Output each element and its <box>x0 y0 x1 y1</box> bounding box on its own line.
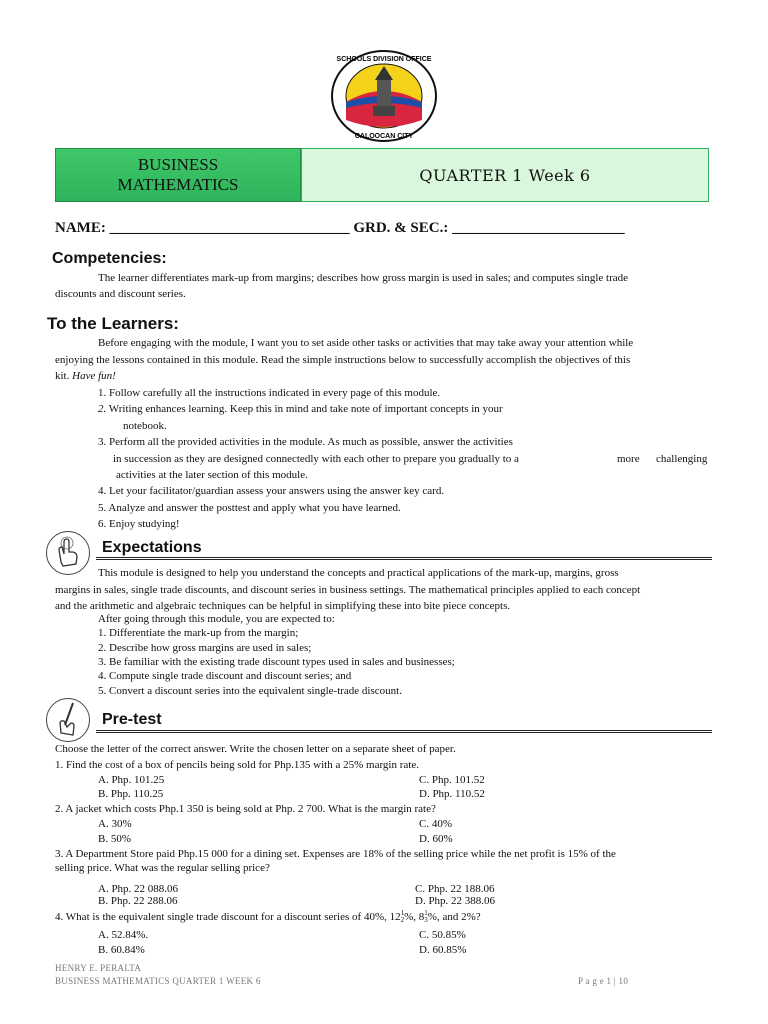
q3-option-c: C. Php. 22 188.06 <box>415 883 495 895</box>
q4-text-start: 4. What is the equivalent single trade discount for a discount series of 40%, <box>55 911 387 923</box>
footer-course: BUSINESS MATHEMATICS QUARTER 1 WEEK 6 <box>55 976 261 986</box>
instruction-3-cont: in succession as they are designed connectedly with each other to prepare you gradually to a <box>113 453 519 465</box>
instruction-3-cont-2: activities at the later section of this module. <box>116 469 308 481</box>
question-3-line-2: selling price. What was the regular selling price? <box>55 862 270 874</box>
pretest-rule <box>96 730 712 733</box>
instruction-1: 1. Follow carefully all the instructions indicated in every page of this module. <box>98 387 441 399</box>
learners-intro-2: enjoying the lessons contained in this module. Read the simple instructions below to successfully accomplish the objectives of this <box>55 354 631 366</box>
question-3-line-1: 3. A Department Store paid Php.15 000 for a dining set. Expenses are 18% of the selling price while the net profit is 15% of the <box>55 848 616 860</box>
instruction-5: 5. Analyze and answer the posttest and apply what you have learned. <box>98 502 401 514</box>
expectations-lead: After going through this module, you are expected to: <box>98 613 335 625</box>
q4-whole-1: 12 <box>389 911 401 923</box>
q4-text-end: %, and 2%? <box>427 911 481 923</box>
competencies-text-1: The learner differentiates mark-up from margins; describes how gross margin is used in sales; and computes single trade <box>98 272 628 284</box>
question-1: 1. Find the cost of a box of pencils being sold for Php.135 with a 25% margin rate. <box>55 759 419 771</box>
expectation-item-3: 3. Be familiar with the existing trade discount types used in sales and businesses; <box>98 656 455 668</box>
pretest-title: Pre-test <box>102 711 162 728</box>
instruction-6: 6. Enjoy studying! <box>98 518 180 530</box>
instruction-3: 3. Perform all the provided activities in the module. As much as possible, answer the activities <box>98 436 513 448</box>
quarter-label: QUARTER 1 Week 6 <box>419 165 591 185</box>
instruction-2-cont: notebook. <box>123 420 167 432</box>
instruction-3-more: more <box>617 453 640 465</box>
pointing-hand-icon <box>46 531 90 575</box>
learners-title: To the Learners: <box>47 314 179 333</box>
expectation-item-2: 2. Describe how gross margins are used in sales; <box>98 642 312 654</box>
q4-option-a: A. 52.84%. <box>98 929 149 941</box>
logo-top-text: SCHOOLS DIVISION OFFICE <box>336 56 432 63</box>
logo-bottom-text: CALOOCAN CITY <box>354 133 414 140</box>
expectations-p2: margins in sales, single trade discounts, and discount series in business settings. The mathematical principles applied to each concept <box>55 584 641 596</box>
learners-intro-1: Before engaging with the module, I want you to set aside other tasks or activities that may take away your attention while <box>98 337 634 349</box>
q4-den-1: 2 <box>400 916 405 925</box>
instruction-2: Writing enhances learning. Keep this in mind and take note of important concepts in your <box>106 403 503 415</box>
expectation-item-1: 1. Differentiate the mark-up from the margin; <box>98 627 299 639</box>
q2-option-a: A. 30% <box>98 818 132 830</box>
q1-option-a: A. Php. 101.25 <box>98 774 165 786</box>
q4-option-c: C. 50.85% <box>419 929 466 941</box>
q2-option-c: C. 40% <box>419 818 452 830</box>
q4-num-1: 1 <box>400 909 405 918</box>
q4-option-d: D. 60.85% <box>419 944 467 956</box>
q4-text-mid: %, <box>404 911 417 923</box>
q2-option-d: D. 60% <box>419 833 453 845</box>
expectations-p1: This module is designed to help you understand the concepts and practical applications of the mark-up, margins, gross <box>98 567 619 579</box>
pretest-instructions: Choose the letter of the correct answer. Write the chosen letter on a separate sheet of paper. <box>55 743 456 755</box>
subject-box <box>55 148 301 202</box>
question-2: 2. A jacket which costs Php.1 350 is being sold at Php. 2 700. What is the margin rate? <box>55 803 436 815</box>
footer-author: HENRY E. PERALTA <box>55 963 142 973</box>
have-fun-text: Have fun! <box>72 370 116 382</box>
question-4 <box>55 909 481 926</box>
q3-option-d: D. Php. 22 388.06 <box>415 895 496 907</box>
q4-option-b: B. 60.84% <box>98 944 145 956</box>
instruction-3-challenging: challenging <box>656 453 708 465</box>
subject-line-1: BUSINESS <box>137 155 219 174</box>
instruction-4: 4. Let your facilitator/guardian assess your answers using the answer key card. <box>98 485 445 497</box>
name-grade-section-line: NAME: ________________________________ GRD. & SEC.: _______________________ <box>55 220 625 236</box>
q1-option-c: C. Php. 101.52 <box>419 774 485 786</box>
q1-option-d: D. Php. 110.52 <box>419 788 485 800</box>
q4-whole-2: 8 <box>418 911 425 923</box>
q2-option-b: B. 50% <box>98 833 131 845</box>
school-division-logo <box>331 50 437 142</box>
expectations-title: Expectations <box>102 539 202 556</box>
learners-intro-3: kit. <box>55 370 70 382</box>
expectation-item-4: 4. Compute single trade discount and discount series; and <box>98 670 352 682</box>
expectation-item-5: 5. Convert a discount series into the equivalent single-trade discount. <box>98 685 402 697</box>
q4-den-2: 3 <box>424 916 428 925</box>
expectations-rule <box>96 557 712 560</box>
hand-pencil-icon <box>46 698 90 742</box>
q4-num-2: 1 <box>424 909 428 918</box>
competencies-title: Competencies: <box>52 250 167 267</box>
q1-option-b: B. Php. 110.25 <box>98 788 164 800</box>
footer-page-number: P a g e 1 | 10 <box>578 976 629 986</box>
subject-line-2: MATHEMATICS <box>117 175 239 194</box>
quarter-box <box>301 148 709 202</box>
q3-option-a: A. Php. 22 088.06 <box>98 883 179 895</box>
q3-option-b: B. Php. 22 288.06 <box>98 895 178 907</box>
expectations-p3: and the arithmetic and algebraic techniques can be helpful in simplifying these into bite piece concepts. <box>55 600 511 612</box>
instruction-2-number: 2. <box>98 403 107 415</box>
competencies-text-2: discounts and discount series. <box>55 288 186 300</box>
